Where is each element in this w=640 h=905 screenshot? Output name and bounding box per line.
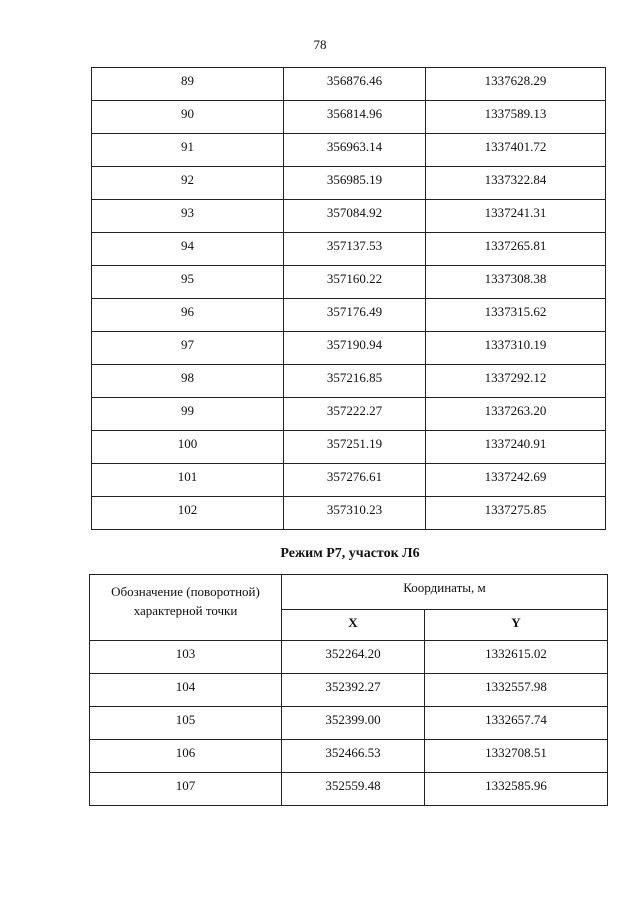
coordinates-table-continued: [91, 67, 606, 530]
x-coordinate-cell: 357137.53: [284, 233, 426, 266]
x-coordinate-cell: 356985.19: [284, 167, 426, 200]
table-row: [90, 707, 608, 740]
x-coordinate-cell: 357160.22: [284, 266, 426, 299]
y-coordinate-cell: 1337589.13: [426, 101, 606, 134]
point-number-cell: 99: [92, 398, 284, 431]
y-coordinate-cell: 1332557.98: [425, 674, 608, 707]
x-coordinate-cell: 357251.19: [284, 431, 426, 464]
x-coordinate-cell: 357084.92: [284, 200, 426, 233]
table-row: [92, 497, 606, 530]
table-row: [90, 674, 608, 707]
point-number-cell: 95: [92, 266, 284, 299]
x-coordinate-cell: 352264.20: [282, 641, 425, 674]
point-number-cell: 103: [90, 641, 282, 674]
table-row: [92, 299, 606, 332]
table-row: [92, 200, 606, 233]
table-row: [92, 398, 606, 431]
table-row: [92, 266, 606, 299]
table-row: [90, 641, 608, 674]
table-row: [92, 332, 606, 365]
table-row: [90, 773, 608, 806]
y-coordinate-cell: 1337308.38: [426, 266, 606, 299]
point-number-cell: 89: [92, 68, 284, 101]
header-point-line2: характерной точки: [133, 603, 238, 618]
point-number-cell: 102: [92, 497, 284, 530]
x-coordinate-cell: 357190.94: [284, 332, 426, 365]
table-row: [92, 134, 606, 167]
header-y: Y: [425, 610, 608, 641]
table-row: [92, 101, 606, 134]
point-number-cell: 96: [92, 299, 284, 332]
y-coordinate-cell: 1337263.20: [426, 398, 606, 431]
point-number-cell: 105: [90, 707, 282, 740]
point-number-cell: 106: [90, 740, 282, 773]
x-coordinate-cell: 356963.14: [284, 134, 426, 167]
x-coordinate-cell: 352466.53: [282, 740, 425, 773]
point-number-cell: 92: [92, 167, 284, 200]
header-x: X: [282, 610, 425, 641]
y-coordinate-cell: 1337241.31: [426, 200, 606, 233]
y-coordinate-cell: 1332585.96: [425, 773, 608, 806]
x-coordinate-cell: 352392.27: [282, 674, 425, 707]
x-coordinate-cell: 352399.00: [282, 707, 425, 740]
y-coordinate-cell: 1332708.51: [425, 740, 608, 773]
point-number-cell: 98: [92, 365, 284, 398]
point-number-cell: 93: [92, 200, 284, 233]
point-number-cell: 90: [92, 101, 284, 134]
table-row: [92, 167, 606, 200]
y-coordinate-cell: 1337322.84: [426, 167, 606, 200]
y-coordinate-cell: 1337315.62: [426, 299, 606, 332]
x-coordinate-cell: 357276.61: [284, 464, 426, 497]
x-coordinate-cell: 357222.27: [284, 398, 426, 431]
point-number-cell: 104: [90, 674, 282, 707]
table-row: [92, 365, 606, 398]
x-coordinate-cell: 357176.49: [284, 299, 426, 332]
y-coordinate-cell: 1337242.69: [426, 464, 606, 497]
y-coordinate-cell: 1337265.81: [426, 233, 606, 266]
x-coordinate-cell: 357310.23: [284, 497, 426, 530]
x-coordinate-cell: 356876.46: [284, 68, 426, 101]
point-number-cell: 91: [92, 134, 284, 167]
point-number-cell: 107: [90, 773, 282, 806]
page-number: 78: [313, 37, 327, 52]
y-coordinate-cell: 1332657.74: [425, 707, 608, 740]
header-point-designation: [90, 575, 282, 641]
y-coordinate-cell: 1337292.12: [426, 365, 606, 398]
coordinates-table-l6: [89, 574, 608, 806]
table-row: [90, 740, 608, 773]
point-number-cell: 97: [92, 332, 284, 365]
y-coordinate-cell: 1337310.19: [426, 332, 606, 365]
y-coordinate-cell: 1337275.85: [426, 497, 606, 530]
point-number-cell: 100: [92, 431, 284, 464]
point-number-cell: 94: [92, 233, 284, 266]
y-coordinate-cell: 1337628.29: [426, 68, 606, 101]
y-coordinate-cell: 1337240.91: [426, 431, 606, 464]
header-point-line1: Обозначение (поворотной): [111, 584, 260, 599]
coordinates-table-l6-body: [90, 641, 608, 806]
x-coordinate-cell: 356814.96: [284, 101, 426, 134]
coordinates-table-continued-body: [92, 68, 606, 530]
y-coordinate-cell: 1337401.72: [426, 134, 606, 167]
table-row: [92, 68, 606, 101]
table-row: [92, 464, 606, 497]
point-number-cell: 101: [92, 464, 284, 497]
header-coordinates: Координаты, м: [282, 575, 608, 610]
y-coordinate-cell: 1332615.02: [425, 641, 608, 674]
x-coordinate-cell: 357216.85: [284, 365, 426, 398]
table-row: [92, 233, 606, 266]
x-coordinate-cell: 352559.48: [282, 773, 425, 806]
table-row: [92, 431, 606, 464]
section-title: Режим Р7, участок Л6: [280, 546, 420, 561]
